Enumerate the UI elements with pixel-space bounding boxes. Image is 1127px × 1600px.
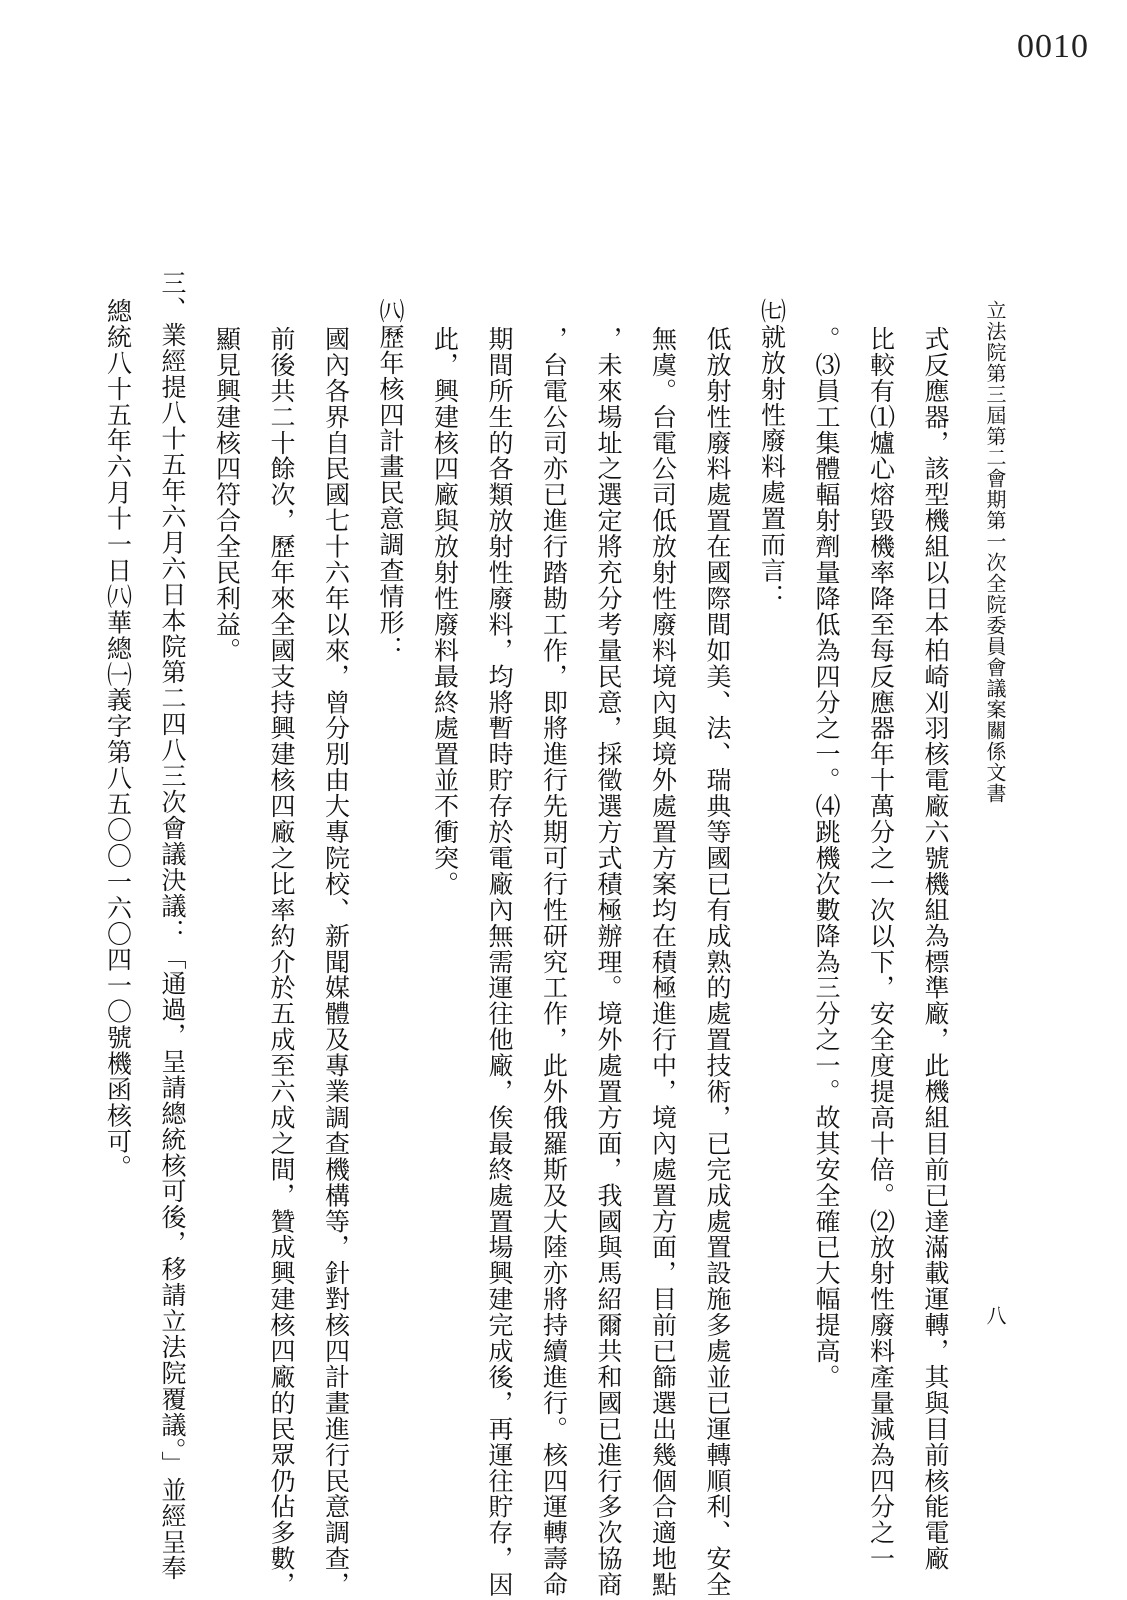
body-column: 比較有⑴爐心熔毀機率降至每反應器年十萬分之一次以下，安全度提高十倍。⑵放射性廢料產量減為四分之一 [866, 326, 896, 1572]
item-three-column: 三、業經提八十五年六月六日本院第二四八三次會議決議：「通過，呈請總統核可後，移請立法院覆議。」並經呈奉 [158, 270, 187, 1581]
body-column: 。⑶員工集體輻射劑量降低為四分之一。⑷跳機次數降為三分之一。故其安全確已大幅提高。 [812, 326, 841, 1390]
page-stamp-number: 0010 [1017, 28, 1089, 65]
signature-block [125, 860, 165, 1320]
header-title: 立法院第三屆第二會期第一次全院委員會議案關係文書 [983, 300, 1007, 804]
body-text [90, 270, 962, 1598]
section-heading-7: ㈦就放射性廢料處置而言： [757, 298, 787, 610]
body-column: 期間所生的各類放射性廢料，均將暫時貯存於電廠內無需運往他廠，俟最終處置場興建完成後，再運往貯存，因 [485, 326, 514, 1598]
header-page-number: 八 [983, 1305, 1007, 1325]
page-header [975, 300, 1015, 1540]
body-column: 國內各界自民國七十六年以來，曾分別由大專院校、新聞媒體及專業調查機構等，針對核四計畫進行民意調查， [321, 326, 351, 1598]
body-column: 式反應器，該型機組以日本柏崎刈羽核電廠六號機組為標準廠，此機組目前已達滿載運轉，其與目前核能電廠 [921, 326, 950, 1572]
body-column: 顯見興建核四符合全民利益。 [212, 326, 242, 664]
body-column: 總統八十五年六月十一日㈧華總㈠義字第八五〇〇一六〇四一〇號機函核可。 [103, 298, 133, 1181]
section-heading-8: ㈧歷年核四計畫民意調查情形： [376, 298, 405, 662]
body-column: 無虞。台電公司低放射性廢料境內與境外處置方案均在積極進行中，境內處置方面，目前已篩選出幾個合適地點 [648, 326, 678, 1598]
body-column: 低放射性廢料處置在國際間如美、法、瑞典等國已有成熟的處置技術，已完成處置設施多處並已運轉順利、安全 [703, 326, 732, 1598]
body-column: 前後共二十餘次，歷年來全國支持興建核四廠之比率約介於五成至六成之間，贊成興建核四廠的民眾仍佔多數， [267, 326, 296, 1598]
body-column: ，台電公司亦已進行踏勘工作，即將進行先期可行性研究工作，此外俄羅斯及大陸亦將持續進行。核四運轉壽命 [539, 326, 569, 1598]
body-column: ，未來場址之選定將充分考量民意，採徵選方式積極辦理。境外處置方面，我國與馬紹爾共和國已進行多次協商 [594, 326, 623, 1598]
body-column: 此，興建核四廠與放射性廢料最終處置並不衝突。 [430, 326, 460, 897]
